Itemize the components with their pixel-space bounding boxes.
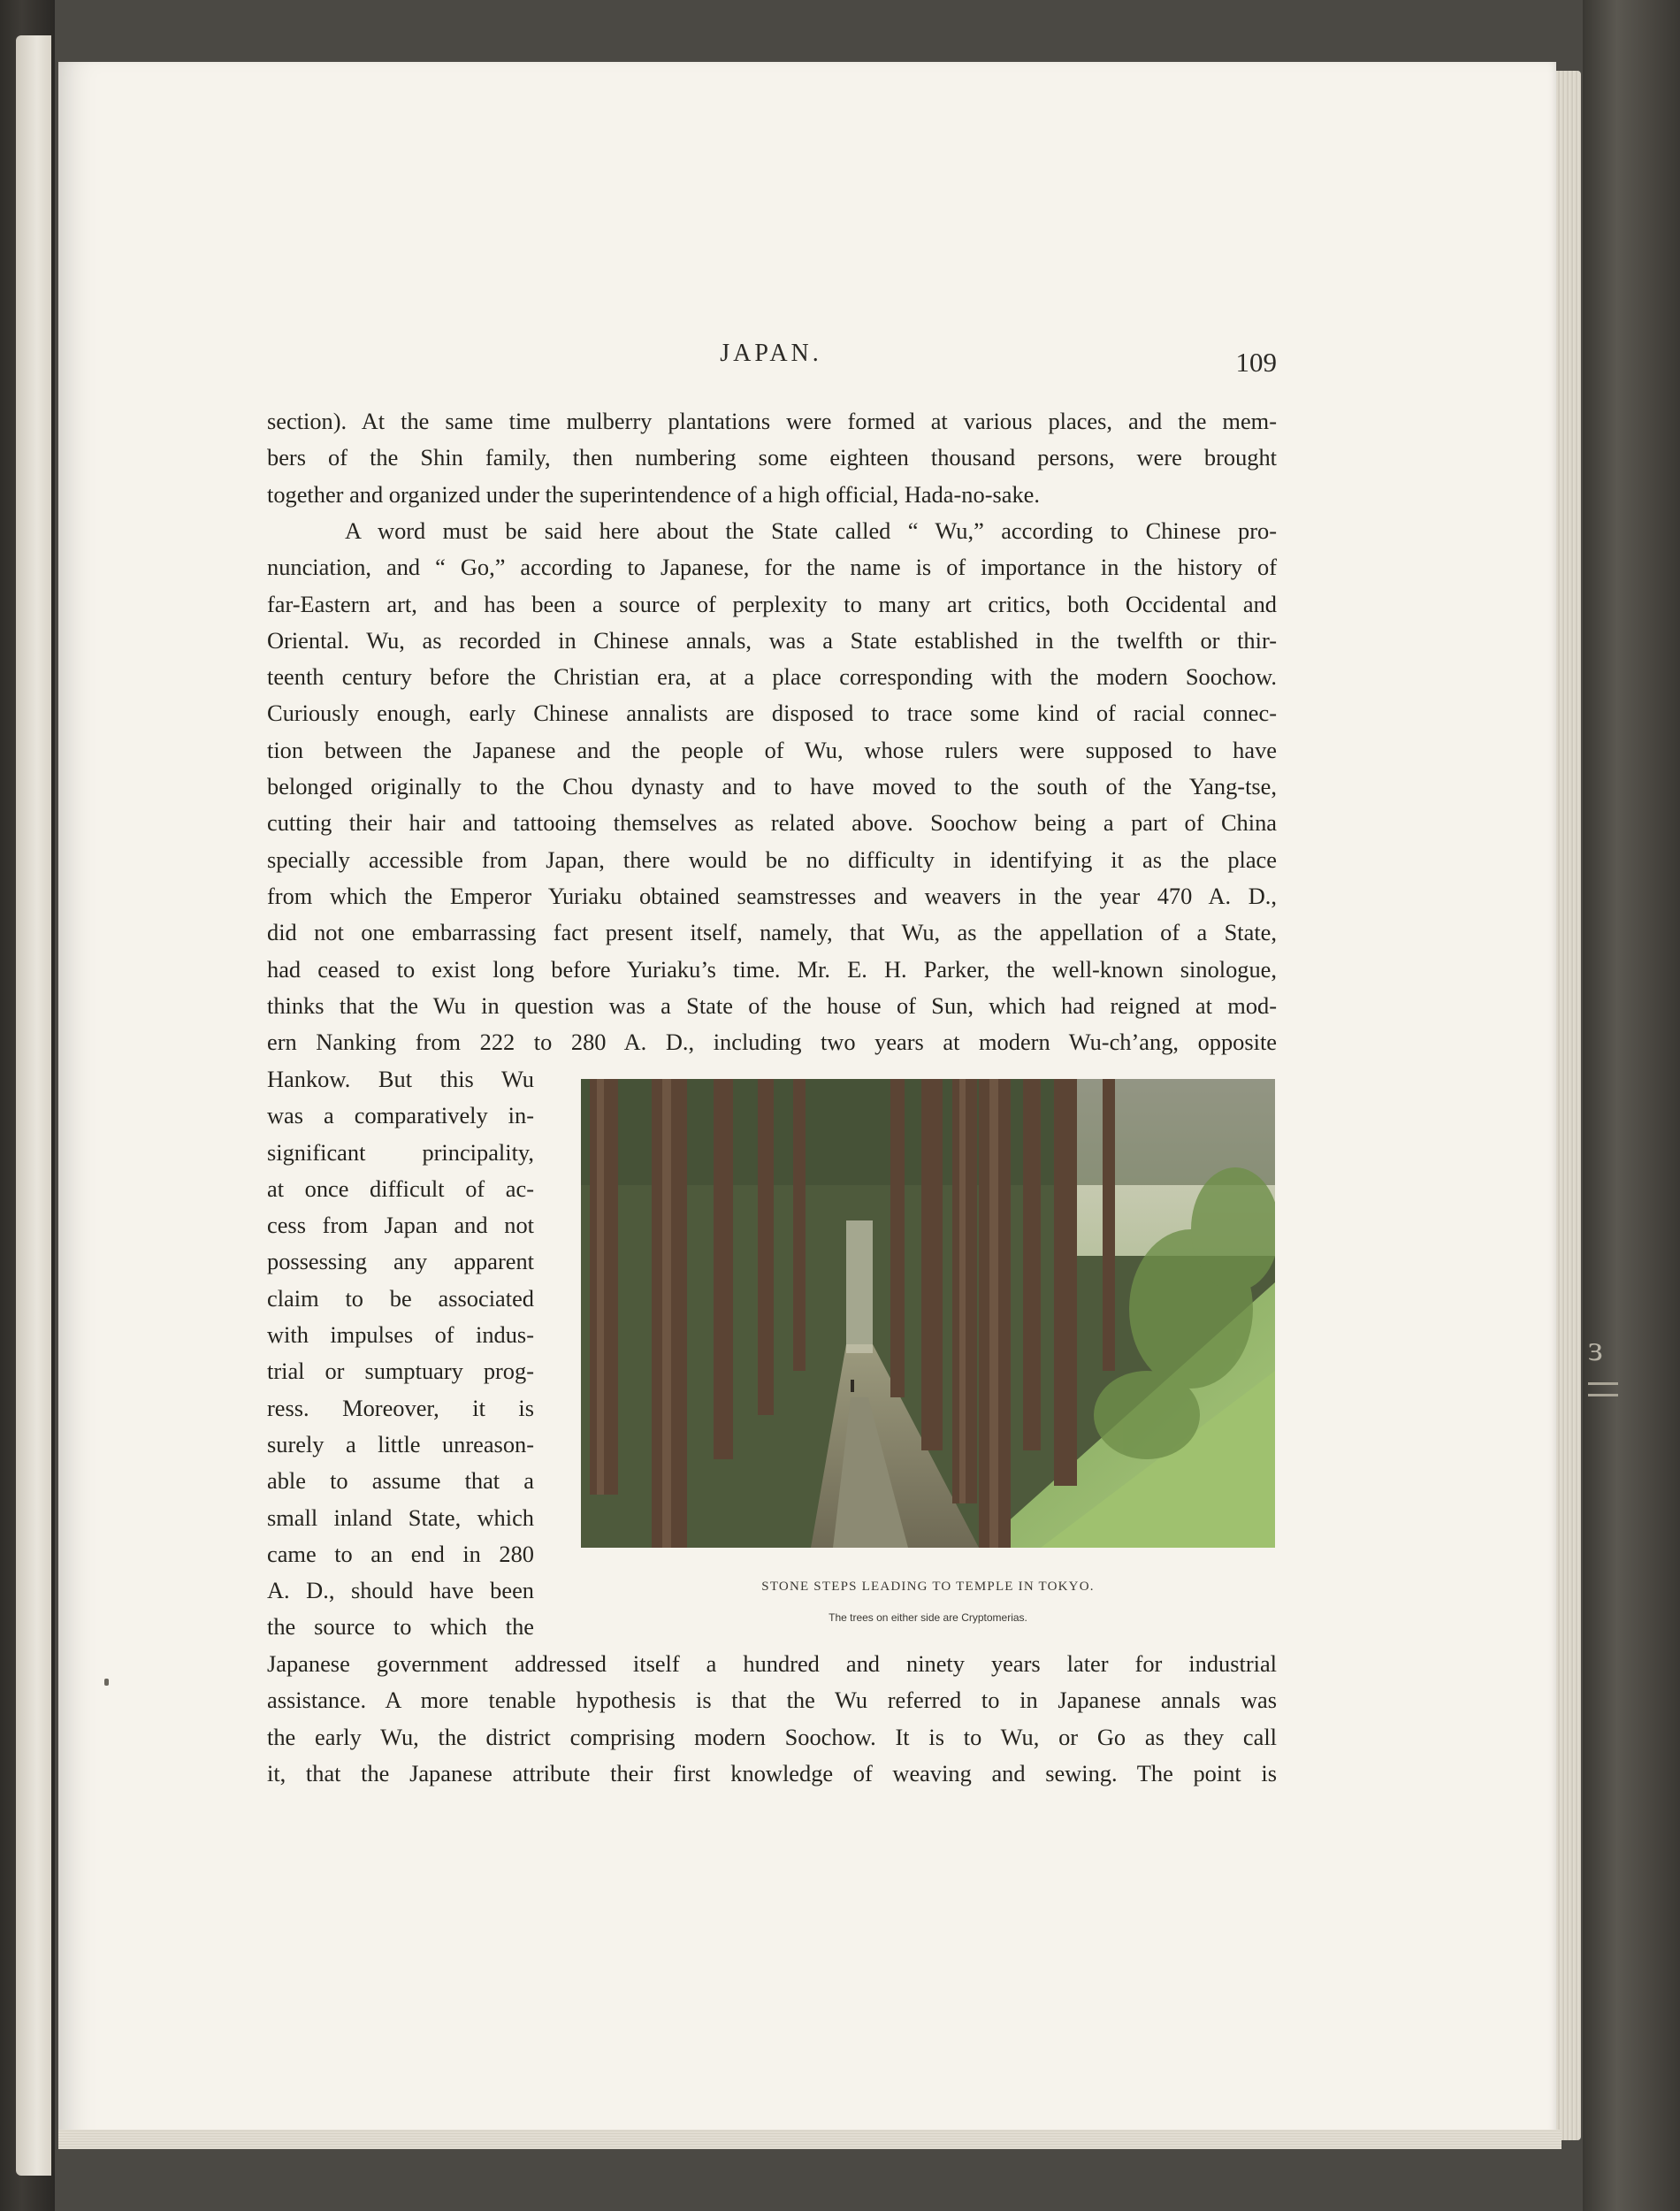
text-line: came to an end in 280	[267, 1540, 534, 1567]
text-line: the source to which the	[267, 1613, 534, 1641]
text-line: cutting their hair and tattooing themselves as related above. Soochow being a part of China	[267, 809, 1277, 837]
text-line: claim to be associated	[267, 1284, 534, 1312]
page-speck	[104, 1679, 109, 1686]
text-line: together and organized under the superintendence of a high official, Hada-no-sake.	[267, 480, 1040, 508]
figure-caption-subtitle: The trees on either side are Cryptomerias.	[829, 1611, 1027, 1624]
running-head	[265, 340, 1277, 378]
text-line: teenth century before the Christian era, at a place corresponding with the modern Soochow.	[267, 663, 1277, 691]
figure-caption-title: STONE STEPS LEADING TO TEMPLE IN TOKYO.	[761, 1580, 1095, 1594]
paragraph-2	[267, 513, 1277, 1060]
text-line: ress. Moreover, it is	[267, 1394, 534, 1421]
text-line: nunciation, and “ Go,” according to Japanese, for the name is of importance in the history of	[267, 554, 1277, 581]
running-title: JAPAN.	[720, 340, 822, 367]
text-line: A. D., should have been	[267, 1577, 534, 1604]
text-line: did not one embarrassing fact present itself, namely, that Wu, as the appellation of a State,	[267, 919, 1277, 946]
text-line: Oriental. Wu, as recorded in Chinese annals, was a State established in the twelfth or thir-	[267, 626, 1277, 654]
text-line: small inland State, which	[267, 1503, 534, 1531]
text-line: with impulses of indus-	[267, 1321, 534, 1349]
text-line: at once difficult of ac-	[267, 1174, 534, 1202]
narrow-column	[267, 1061, 534, 1646]
facing-page-edge	[16, 35, 51, 2176]
text-line: ern Nanking from 222 to 280 A. D., including two years at modern Wu-ch’ang, opposite	[267, 1029, 1277, 1056]
text-line: cess from Japan and not	[267, 1212, 534, 1239]
text-line: A word must be said here about the State called “ Wu,” according to Chinese pro-	[345, 517, 1277, 544]
text-line: significant principality,	[267, 1138, 534, 1166]
text-line: from which the Emperor Yuriaku obtained seamstresses and weavers in the year 470 A. D.,	[267, 882, 1277, 909]
text-line: Curiously enough, early Chinese annalists are disposed to trace some kind of racial connec-	[267, 700, 1277, 727]
paragraph-1	[267, 403, 1277, 513]
text-line: Japanese government addressed itself a hundred and ninety years later for industrial	[267, 1650, 1277, 1677]
text-line: surely a little unreason-	[267, 1430, 534, 1457]
photo-stone-steps-cryptomerias	[581, 1079, 1275, 1548]
text-line: was a comparatively in-	[267, 1102, 534, 1129]
text-line: specially accessible from Japan, there would be no difficulty in identifying it as the place	[267, 845, 1277, 873]
text-line: far-Eastern art, and has been a source of perplexity to many art critics, both Occidental and	[267, 590, 1277, 617]
paragraph-3	[267, 1646, 1277, 1792]
text-line: able to assume that a	[267, 1467, 534, 1495]
text-line: Hankow. But this Wu	[267, 1066, 534, 1092]
spine-decoration: ɜ	[1588, 1331, 1618, 1428]
page-number: 109	[1235, 347, 1277, 378]
text-line: had ceased to exist long before Yuriaku’s time. Mr. E. H. Parker, the well-known sinologue,	[267, 955, 1277, 983]
text-line: possessing any apparent	[267, 1248, 534, 1275]
text-line: belonged originally to the Chou dynasty and to have moved to the south of the Yang-tse,	[267, 773, 1277, 800]
text-line: trial or sumptuary prog-	[267, 1358, 534, 1385]
text-line: thinks that the Wu in question was a State of the house of Sun, which had reigned at mod-	[267, 991, 1277, 1019]
text-line: section). At the same time mulberry plantations were formed at various places, and the mem-	[267, 408, 1277, 434]
text-line: tion between the Japanese and the people of Wu, whose rulers were supposed to have	[267, 736, 1277, 763]
text-line: assistance. A more tenable hypothesis is that the Wu referred to in Japanese annals was	[267, 1687, 1277, 1714]
book-cover-right	[1583, 0, 1680, 2211]
page-stack-bottom	[58, 2130, 1562, 2149]
text-line: the early Wu, the district comprising modern Soochow. It is to Wu, or Go as they call	[267, 1723, 1277, 1750]
text-line: it, that the Japanese attribute their first knowledge of weaving and sewing. The point is	[267, 1759, 1277, 1786]
text-line: bers of the Shin family, then numbering some eighteen thousand persons, were brought	[267, 444, 1277, 471]
